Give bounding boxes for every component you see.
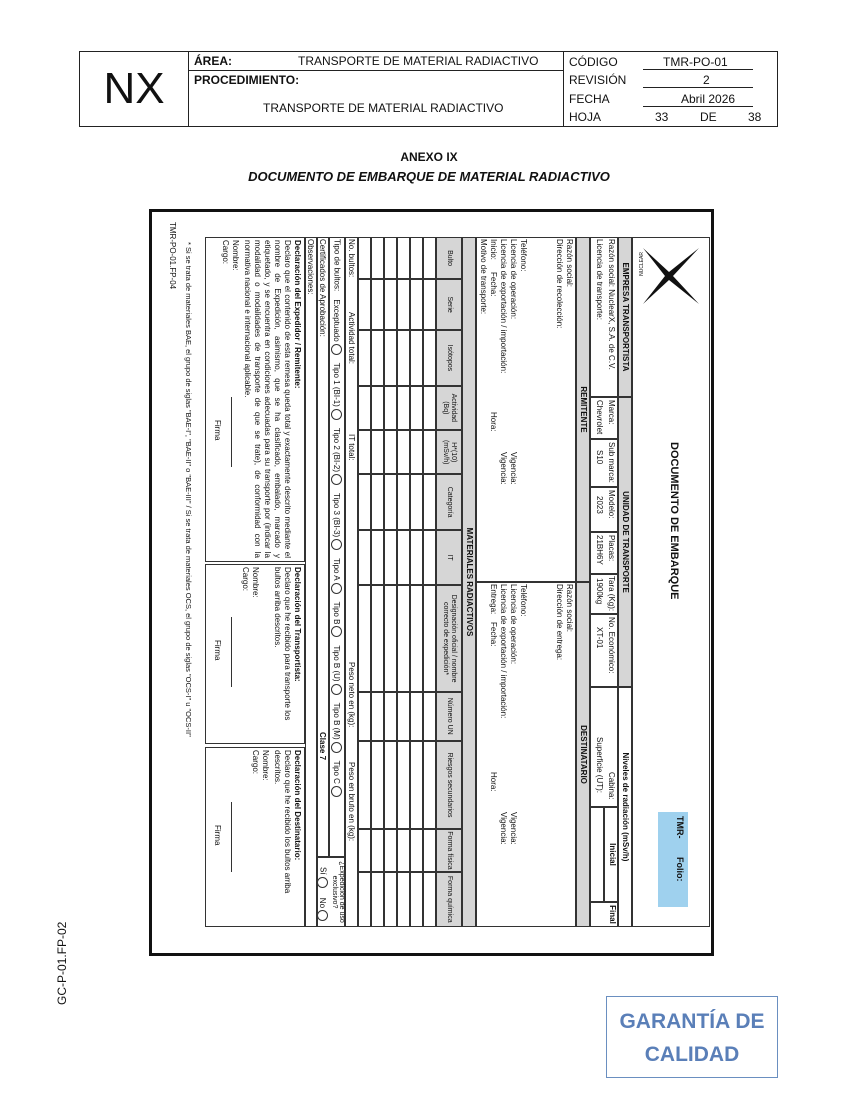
table-cell (358, 330, 371, 385)
table-cell (371, 872, 384, 927)
rem-lic-operacion: Licencia de operación: (509, 239, 518, 320)
economico-value: XT-01 (595, 627, 604, 649)
materiales-title: MATERIALES RADIACTIVOS (462, 237, 476, 927)
table-cell (410, 741, 423, 830)
form-code: TMR-PO-01.FP-04 (168, 222, 177, 290)
table-cell (384, 829, 397, 871)
tara-value: 1900kg (595, 578, 604, 605)
placas-label: Placas: (607, 535, 616, 562)
table-cell (358, 692, 371, 741)
clase-7: Clase 7 (318, 732, 327, 761)
table-cell (410, 330, 423, 385)
no-bultos: No. bultos: (347, 239, 356, 278)
footnote: * Si se trata de materiales BAE, el grupo de siglas "BAE-I", "BAE-II" o "BAE-III" / Si se trata de materiales OCS, el grupo de siglas "OCS-I" u "OCS-II" (184, 242, 193, 737)
folio-label: Folio: (675, 857, 685, 882)
tra-firma: Firma (213, 640, 222, 661)
unidad-title: UNIDAD DE TRANSPORTE (618, 397, 632, 687)
column-header: Serie (436, 279, 462, 330)
table-cell (371, 237, 384, 279)
column-header: Número UN (436, 692, 462, 741)
table-cell (410, 585, 423, 691)
inicial-header: Inicial (604, 807, 618, 902)
decl-exp-title: Declaración del Expedidor / Remitente: (293, 240, 302, 389)
certificados: Certificados de Aprobación: (318, 239, 327, 337)
exp-firma: Firma (213, 420, 222, 441)
tipo-bulto-radio[interactable] (331, 539, 342, 550)
stamp-line2: CALIDAD (644, 1043, 740, 1066)
table-cell (358, 872, 371, 927)
quality-stamp (606, 996, 778, 1078)
table-cell (384, 692, 397, 741)
table-cell (384, 741, 397, 830)
hoja-de: DE (700, 110, 717, 124)
table-cell (397, 386, 410, 430)
column-header: Categoría (436, 474, 462, 529)
no-radio[interactable] (317, 910, 328, 921)
tipo-bulto-label: Tipo A (332, 558, 342, 581)
table-cell (371, 585, 384, 691)
table-cell (397, 279, 410, 330)
column-header: Riesgos secundarios (436, 741, 462, 830)
table-cell (358, 386, 371, 430)
column-header: Bulto (436, 237, 462, 279)
it-total: IT total: (347, 434, 356, 461)
rem-vigencia-2: Vigencia: (499, 452, 508, 485)
table-cell (371, 692, 384, 741)
observaciones: Observaciones: (306, 239, 315, 295)
table-cell (397, 829, 410, 871)
table-cell (397, 474, 410, 529)
superficie-label: Superficie (UT): (595, 737, 604, 794)
column-header: H*(10) (mSv/h) (436, 430, 462, 474)
table-cell (371, 430, 384, 474)
column-header: Isótopos (436, 330, 462, 385)
expedicion-label: ¿Expedición de uso exclusivo? (331, 861, 345, 923)
exp-nombre: Nombre: (231, 240, 240, 271)
table-cell (397, 330, 410, 385)
table-cell (410, 430, 423, 474)
table-cell (410, 829, 423, 871)
table-cell (384, 530, 397, 585)
decl-exp-text: Declaro que el contenido de esta remesa queda total y exactamente descrito mediante el nombre de Expedición, asimismo, que se ha clasificado, embalado, marcado y etiquetado, y se encuentra en condiciones adecuadas para su transporte por (indicar la modalidad o modalidades de transporte de que se trate), de conformidad con la normativa nacional e internacional aplicable. (243, 240, 292, 558)
table-cell (358, 530, 371, 585)
header-right (563, 52, 777, 126)
table-cell (358, 585, 371, 691)
table-cell (397, 741, 410, 830)
decl-des-title: Declaración del Destinatario: (293, 750, 302, 861)
tipo-bulto-radio[interactable] (331, 409, 342, 420)
peso-bruto: Peso en bruto en (kg): (347, 762, 356, 842)
table-cell (397, 430, 410, 474)
table-cell (371, 386, 384, 430)
table-cell (410, 474, 423, 529)
rem-telefono: Teléfono: (519, 239, 528, 272)
procedure-value: TRANSPORTE DE MATERIAL RADIACTIVO (263, 101, 504, 115)
no-label: No (318, 897, 328, 909)
table-cell (384, 330, 397, 385)
razon-social-emp: Razón social: NuclearX, S.A. de C.V. (607, 239, 616, 370)
des-cargo: Cargo: (251, 750, 260, 775)
stamp-line1: GARANTÍA DE (619, 1010, 765, 1033)
column-header: Forma química (436, 872, 462, 927)
document-header (79, 51, 778, 127)
table-cell (423, 530, 436, 585)
table-cell (410, 386, 423, 430)
des-lic-operacion: Licencia de operación: (509, 584, 518, 665)
fecha-value: Abril 2026 (681, 92, 736, 106)
table-cell (410, 279, 423, 330)
rem-vigencia: Vigencia: (509, 452, 518, 485)
table-cell (384, 386, 397, 430)
folio-prefix: TMR- (675, 816, 685, 839)
table-cell (384, 279, 397, 330)
motivo-transporte: Motivo de transporte: (479, 239, 488, 315)
table-cell (384, 474, 397, 529)
nuclear-logo (635, 240, 707, 312)
revision-value: 2 (703, 73, 710, 87)
des-lic-exportacion: Licencia de exportación / importación: (499, 584, 508, 719)
hoja-total: 38 (748, 110, 762, 124)
table-cell (358, 279, 371, 330)
revision-label: REVISIÓN (569, 73, 627, 87)
rem-hora: Hora: (489, 412, 498, 432)
table-cell (423, 279, 436, 330)
annex-title: ANEXO IX (400, 150, 458, 164)
tipo-bulto-radio[interactable] (331, 684, 342, 695)
table-cell (423, 741, 436, 830)
table-cell (410, 530, 423, 585)
column-header: Forma física (436, 829, 462, 871)
tipo-bulto-radio[interactable] (331, 786, 342, 797)
table-cell (423, 330, 436, 385)
tipo-bultos-label: Tipo de bultos: (332, 239, 342, 292)
table-cell (384, 430, 397, 474)
des-vigencia: Vigencia: (509, 812, 518, 845)
table-cell (358, 741, 371, 830)
fecha-label: FECHA (569, 92, 610, 106)
tipo-bulto-radio[interactable] (331, 344, 342, 355)
side-code: GC-P-01.FP-02 (55, 921, 69, 1005)
table-cell (371, 330, 384, 385)
shipping-form (152, 212, 712, 953)
decl-tra-text: Declaro que he recibido para transporte los bultos arriba descritos. (273, 567, 292, 721)
modelo-label: Modelo: (607, 490, 616, 519)
remitente-title: REMITENTE (576, 237, 590, 582)
codigo-label: CÓDIGO (569, 55, 618, 69)
tipo-bulto-label: Tipo B (M) (332, 702, 342, 740)
si-label: Sí (318, 867, 328, 875)
table-cell (397, 692, 410, 741)
marca-label: Marca: (607, 400, 616, 425)
submarca-value: S10 (595, 450, 604, 465)
final-header: Final (590, 902, 618, 927)
table-cell (423, 872, 436, 927)
hoja-label: HOJA (569, 110, 602, 124)
tipo-bulto-label: Tipo 3 (BI-3) (332, 493, 342, 538)
rem-lic-exportacion: Licencia de exportación / importación: (499, 239, 508, 374)
table-cell (358, 237, 371, 279)
table-cell (423, 386, 436, 430)
tipo-bulto-radio[interactable] (331, 742, 342, 753)
des-vigencia-2: Vigencia: (499, 812, 508, 845)
tipo-bulto-label: Tipo 1 (BI-1) (332, 362, 342, 407)
table-cell (410, 692, 423, 741)
tipos-bultos (331, 239, 342, 799)
procedure-label: PROCEDIMIENTO: (194, 73, 300, 87)
tipo-bulto-label: Tipo B (332, 601, 342, 625)
tipo-bulto-radio[interactable] (331, 583, 342, 594)
table-cell (423, 430, 436, 474)
column-header: Designación oficial / nombre correcto de expedición* (436, 585, 462, 691)
table-cell (410, 872, 423, 927)
table-cell (397, 237, 410, 279)
cabina-label: Cabina: (607, 772, 616, 800)
actividad-total: Actividad total: (347, 312, 356, 365)
empresa-title: EMPRESA TRANSPORTISTA (618, 237, 632, 397)
des-razon-social: Razón social: (565, 584, 574, 633)
table-cell (384, 872, 397, 927)
table-cell (358, 430, 371, 474)
area-label: ÁREA: (194, 54, 232, 68)
niveles-title: Niveles de radiación (mSv/h) (618, 687, 632, 927)
table-cell (384, 585, 397, 691)
area-value: TRANSPORTE DE MATERIAL RADIACTIVO (298, 54, 539, 68)
decl-tra-title: Declaración del Transportista: (293, 567, 302, 682)
destinatario-title: DESTINATARIO (576, 582, 590, 927)
table-cell (358, 474, 371, 529)
tipo-bulto-label: Tipo C (332, 760, 342, 784)
table-cell (397, 530, 410, 585)
des-firma: Firma (213, 825, 222, 846)
nx-logo: NX (80, 52, 189, 126)
table-cell (371, 741, 384, 830)
rem-fecha: Fecha: (489, 272, 498, 297)
licencia-transporte: Licencia de transporte: (595, 239, 604, 320)
table-cell (371, 279, 384, 330)
des-hora: Hora: (489, 772, 498, 792)
tra-nombre: Nombre: (251, 567, 260, 598)
economico-label: No. Económico: (607, 617, 616, 674)
table-cell (410, 237, 423, 279)
modelo-value: 2023 (595, 496, 604, 514)
decl-des-text: Declaro que he recibido los bultos arriba descritos. (273, 750, 292, 894)
table-cell (423, 585, 436, 691)
table-cell (423, 829, 436, 871)
table-cell (371, 474, 384, 529)
tipo-bulto-label: Tipo B (U) (332, 645, 342, 682)
table-cell (423, 692, 436, 741)
si-radio[interactable] (317, 877, 328, 888)
column-header: IT (436, 530, 462, 585)
exp-cargo: Cargo: (221, 240, 230, 265)
hoja-page: 33 (655, 110, 669, 124)
doc-title: DOCUMENTO DE EMBARQUE (668, 442, 680, 600)
rem-direccion: Dirección de recolección: (555, 239, 564, 329)
expedicion-options (317, 867, 328, 923)
tipo-bulto-radio[interactable] (331, 474, 342, 485)
codigo-value: TMR-PO-01 (663, 55, 728, 69)
logo-text: NUCLEAR (639, 252, 645, 276)
table-cell (358, 829, 371, 871)
rem-razon-social: Razón social: (565, 239, 574, 288)
tipo-bulto-label: Tipo 2 (BI-2) (332, 427, 342, 473)
table-cell (384, 237, 397, 279)
des-nombre: Nombre: (261, 750, 270, 781)
table-cell (371, 530, 384, 585)
submarca-label: Sub marca: (607, 442, 616, 483)
table-cell (397, 872, 410, 927)
des-direccion: Dirección de entrega: (555, 584, 564, 661)
folio-box (658, 812, 688, 907)
tra-cargo: Cargo: (241, 567, 250, 592)
rem-inicio: Inicio: (489, 239, 498, 260)
tipo-bulto-radio[interactable] (331, 626, 342, 637)
marca-value: Chevrolet (595, 400, 604, 435)
table-cell (371, 829, 384, 871)
header-middle (188, 52, 564, 126)
des-telefono: Teléfono: (519, 584, 528, 617)
table-cell (423, 474, 436, 529)
des-entrega: Entrega: (489, 584, 498, 615)
des-fecha: Fecha: (489, 622, 498, 647)
peso-neto: Peso neto en (kg): (347, 662, 356, 728)
table-cell (423, 237, 436, 279)
annex-subtitle: DOCUMENTO DE EMBARQUE DE MATERIAL RADIACTIVO (248, 169, 610, 184)
table-cell (397, 585, 410, 691)
tara-label: Tara (Kg): (607, 576, 616, 612)
tipo-bulto-label: Exceptuado (332, 299, 342, 342)
column-header: Actividad (Bq) (436, 386, 462, 430)
materiales-table (358, 237, 462, 927)
placas-value: 21BH6Y (595, 535, 604, 565)
